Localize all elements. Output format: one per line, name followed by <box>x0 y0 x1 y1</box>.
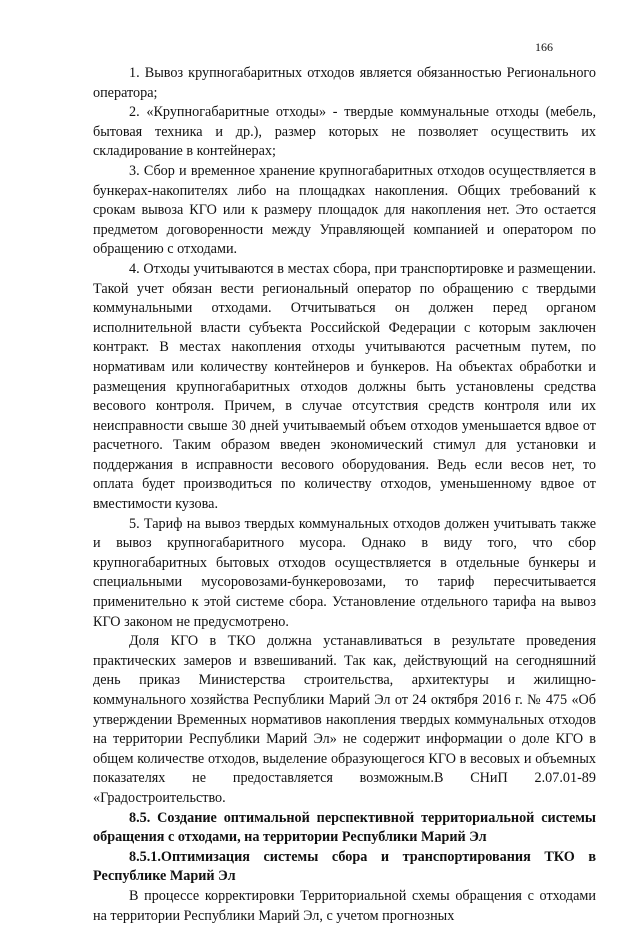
paragraph-item-5: 5. Тариф на вывоз твердых коммунальных отходов должен учитывать также и вывоз крупногабаритного мусора. Однако в виду того, что сбор крупногабаритных бытовых отходов осуществляется в отдельные бункеры и специальными мусоровозами-бункеровозами, то тариф пересчитывается применительно к этой системе сбора. Установление отдельного тарифа на вывоз КГО законом не предусмотрено. <box>93 515 596 630</box>
page-number: 166 <box>535 40 553 54</box>
section-heading: 8.5. Создание оптимальной перспективной территориальной системы обращения с отходами, на территории Республики Марий Эл <box>93 809 596 846</box>
paragraph-item-4: 4. Отходы учитываются в местах сбора, при транспортировке и размещении. Такой учет обязан вести региональный оператор по обращению с твердыми коммунальными отходами. Отчитываться он должен перед органом исполнительной власти субъекта Российской Федерации с которым заключен контракт. В местах накопления отходы учитываются расчетным путем, по нормативам или количеству контейнеров и бункеров. На объектах обработки и размещения крупногабаритных отходов должны быть установлены средства весового контроля. Причем, в случае отсутствия средств контроля или их неисправности свыше 30 дней учитываемый объем отходов уменьшается вдвое от расчетного. Таким образом введен экономический стимул для установки и поддержания в исправности весового оборудования. Ведь если весов нет, то оплата будет производиться по количеству отходов, уменьшенному вдвое от вместимости кузова. <box>93 260 596 513</box>
subsection-heading: 8.5.1.Оптимизация системы сбора и транспортирования ТКО в Республике Марий Эл <box>93 848 596 885</box>
paragraph-item-1: 1. Вывоз крупногабаритных отходов является обязанностью Регионального оператора; <box>93 65 596 101</box>
paragraph-item-3: 3. Сбор и временное хранение крупногабаритных отходов осуществляется в бункерах-накопителях либо на площадках накопления. Общих требований к срокам вывоза КГО или к размеру площадок для накопления нет. Это остается предметом договоренности между Управляющей компанией и оператором по обращению с отходами. <box>93 162 596 258</box>
paragraph-last: В процессе корректировки Территориальной схемы обращения с отходами на территории Республики Марий Эл, с учетом прогнозных <box>93 887 596 924</box>
paragraph-share: Доля КГО в ТКО должна устанавливаться в результате проведения практических замеров и взвешиваний. Так как, действующий на сегодняшний день приказ Министерства строительства, архитектуры и жилищно-коммунального хозяйства Республики Марий Эл от 24 октября 2016 г. № 475 «Об утверждении Временных нормативов накопления твердых коммунальных отходов на территории Республики Марий Эл» не содержит информации о доле КГО в общем количестве отходов, выделение образующегося КГО в весовых и объемных показателях не предоставляется возможным.В СНиП 2.07.01-89 «Градостроительство. <box>93 633 596 806</box>
document-body <box>93 64 596 926</box>
paragraph-item-2: 2. «Крупногабаритные отходы» - твердые коммунальные отходы (мебель, бытовая техника и др.), размер которых не позволяет осуществить их складирование в контейнерах; <box>93 104 596 160</box>
